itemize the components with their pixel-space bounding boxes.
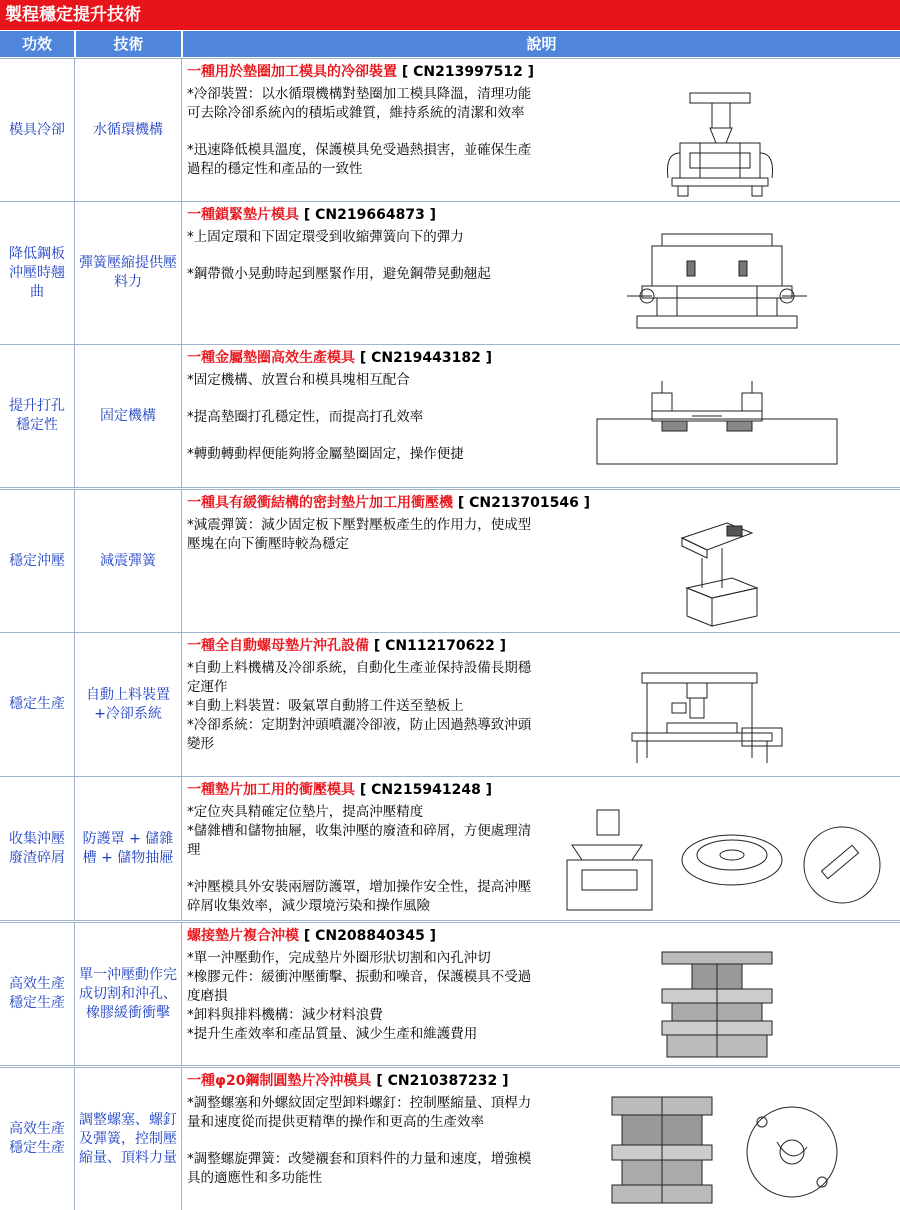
desc-paragraph: *減震彈簧：減少固定板下壓對壓板產生的作用力，使成型壓塊在向下衝壓時較為穩定 [187, 517, 532, 552]
patent-number: [ CN210387232 ] [376, 1073, 509, 1089]
patent-number: [ CN213997512 ] [401, 64, 535, 80]
desc-paragraph: *固定機構、放置台和模具塊相互配合 [187, 372, 410, 388]
page-title: 製程穩定提升技術 [0, 0, 900, 30]
desc-paragraph: *定位夾具精確定位墊片，提高沖壓精度 [187, 804, 424, 820]
patent-title [187, 781, 492, 800]
patent-description [187, 659, 542, 754]
patent-name: 一種具有緩衝結構的密封墊片加工用衝壓機 [187, 495, 453, 511]
desc-paragraph: *沖壓模具外安裝兩層防護罩，增加操作安全性，提高沖壓碎屑收集效率，減少環境污染和操作風險 [187, 879, 532, 914]
desc-cell [182, 777, 900, 920]
patent-name: 一種墊片加工用的衝壓模具 [187, 782, 355, 798]
patent-figure-stamping-mold [552, 805, 892, 917]
patent-description [187, 803, 542, 916]
patent-description [187, 1094, 542, 1188]
table-row [0, 920, 900, 1065]
table-row [0, 58, 900, 201]
effect-cell: 收集沖壓廢渣碎屑 [0, 777, 75, 920]
desc-paragraph: *迅速降低模具溫度，保護模具免受過熱損害，並確保生產過程的穩定性和產品的一致性 [187, 142, 532, 177]
patent-number: [ CN219443182 ] [359, 350, 493, 366]
effect-cell: 高效生產穩定生產 [0, 923, 75, 1065]
patent-title [187, 1072, 509, 1091]
tech-cell: 彈簧壓縮提供壓料力 [75, 202, 182, 344]
patent-description [187, 516, 542, 554]
header-desc: 說明 [183, 31, 900, 57]
desc-paragraph: *提高墊圈打孔穩定性，而提高打孔效率 [187, 409, 424, 425]
desc-paragraph: *冷卻裝置：以水循環機構對墊圈加工模具降溫，清理功能可去除冷卻系統內的積垢或雜質，維持系統的清潔和效率 [187, 86, 532, 121]
table-header [0, 31, 900, 57]
tech-cell: 減震彈簧 [75, 490, 182, 632]
desc-cell [182, 923, 900, 1065]
desc-cell [182, 202, 900, 344]
patent-figure-locking-mold [617, 226, 817, 344]
desc-paragraph: *自動上料機構及冷卻系統，自動化生產並保持設備長期穩定運作 [187, 660, 532, 695]
tech-cell: 自動上料裝置+冷卻系統 [75, 633, 182, 776]
desc-paragraph: *卸料與排料機構：減少材料浪費 [187, 1007, 383, 1023]
desc-paragraph: *橡膠元件：緩衝沖壓衝擊、振動和噪音，保護模具不受過度磨損 [187, 969, 532, 1004]
patent-number: [ CN215941248 ] [359, 782, 493, 798]
patent-figure-punching-equipment [622, 663, 802, 773]
patent-description [187, 85, 542, 179]
header-tech: 技術 [76, 31, 181, 57]
effect-cell: 穩定沖壓 [0, 490, 75, 632]
patent-number: [ CN213701546 ] [457, 495, 591, 511]
desc-paragraph: *冷卻系統：定期對沖頭噴灑冷卻液，防止因過熱導致沖頭變形 [187, 717, 532, 752]
patent-figure-compound-die [647, 947, 787, 1065]
patent-figure-gasket-mold [592, 371, 842, 486]
table-row [0, 1065, 900, 1210]
desc-cell [182, 1068, 900, 1210]
patent-name: 一種φ20鋼制圓墊片冷沖模具 [187, 1073, 372, 1089]
tech-cell: 固定機構 [75, 345, 182, 487]
table-row [0, 632, 900, 776]
table-row [0, 487, 900, 632]
desc-paragraph: *調整螺旋彈簧：改變襯套和頂料件的力量和速度，增強模具的適應性和多功能性 [187, 1151, 532, 1186]
patent-description [187, 371, 542, 464]
patent-name: 一種金屬墊圈高效生產模具 [187, 350, 355, 366]
tech-cell: 調整螺塞、螺釘及彈簧，控制壓縮量、頂料力量 [75, 1068, 182, 1210]
patent-number: [ CN208840345 ] [303, 928, 437, 944]
patent-name: 一種用於墊圈加工模具的冷卻裝置 [187, 64, 397, 80]
desc-paragraph: *提升生產效率和產品質量、減少生產和維護費用 [187, 1026, 478, 1042]
patent-number: [ CN219664873 ] [303, 207, 437, 223]
desc-paragraph: *儲雜槽和儲物抽屜，收集沖壓的廢渣和碎屑，方便處理清理 [187, 823, 532, 858]
patent-figure-cold-punching-die [602, 1092, 842, 1210]
table-row [0, 344, 900, 487]
patent-description [187, 949, 542, 1044]
effect-cell: 降低鋼板沖壓時翹曲 [0, 202, 75, 344]
patent-title [187, 349, 492, 368]
patent-title [187, 637, 506, 656]
effect-cell: 模具冷卻 [0, 59, 75, 201]
desc-paragraph: *單一沖壓動作，完成墊片外圈形狀切割和內孔沖切 [187, 950, 491, 966]
patent-figure-press-machine [672, 518, 762, 630]
desc-cell [182, 59, 900, 201]
effect-cell: 提升打孔穩定性 [0, 345, 75, 487]
table-row [0, 776, 900, 920]
desc-paragraph: *調整螺塞和外螺紋固定型卸料螺釘：控制壓縮量、頂桿力量和速度從而提供更精準的操作和更高的生產效率 [187, 1095, 532, 1130]
patent-title [187, 927, 436, 946]
patent-name: 一種全自動螺母墊片沖孔設備 [187, 638, 369, 654]
header-effect: 功效 [0, 31, 74, 57]
desc-cell [182, 490, 900, 632]
desc-paragraph: *轉動轉動桿便能夠將金屬墊圈固定，操作便捷 [187, 446, 464, 462]
patent-name: 一種鎖緊墊片模具 [187, 207, 299, 223]
desc-paragraph: *上固定環和下固定環受到收縮彈簧向下的彈力 [187, 229, 464, 245]
desc-paragraph: *自動上料裝置：吸氣罩自動將工件送至墊板上 [187, 698, 464, 714]
effect-cell: 高效生產穩定生產 [0, 1068, 75, 1210]
tech-cell: 水循環機構 [75, 59, 182, 201]
patent-description [187, 228, 542, 284]
patent-figure-cooling-device [660, 83, 780, 203]
tech-cell: 防護罩 + 儲雜槽 + 儲物抽屜 [75, 777, 182, 920]
patent-name: 螺接墊片複合沖模 [187, 928, 299, 944]
table-row [0, 201, 900, 344]
patent-title [187, 494, 590, 513]
tech-cell: 單一沖壓動作完成切割和沖孔、橡膠緩衝衝擊 [75, 923, 182, 1065]
effect-cell: 穩定生產 [0, 633, 75, 776]
desc-cell [182, 633, 900, 776]
patent-number: [ CN112170622 ] [373, 638, 507, 654]
desc-paragraph: *鋼帶微小晃動時起到壓緊作用，避免鋼帶晃動翹起 [187, 266, 491, 282]
patent-title [187, 206, 436, 225]
patent-title [187, 63, 534, 82]
desc-cell [182, 345, 900, 487]
